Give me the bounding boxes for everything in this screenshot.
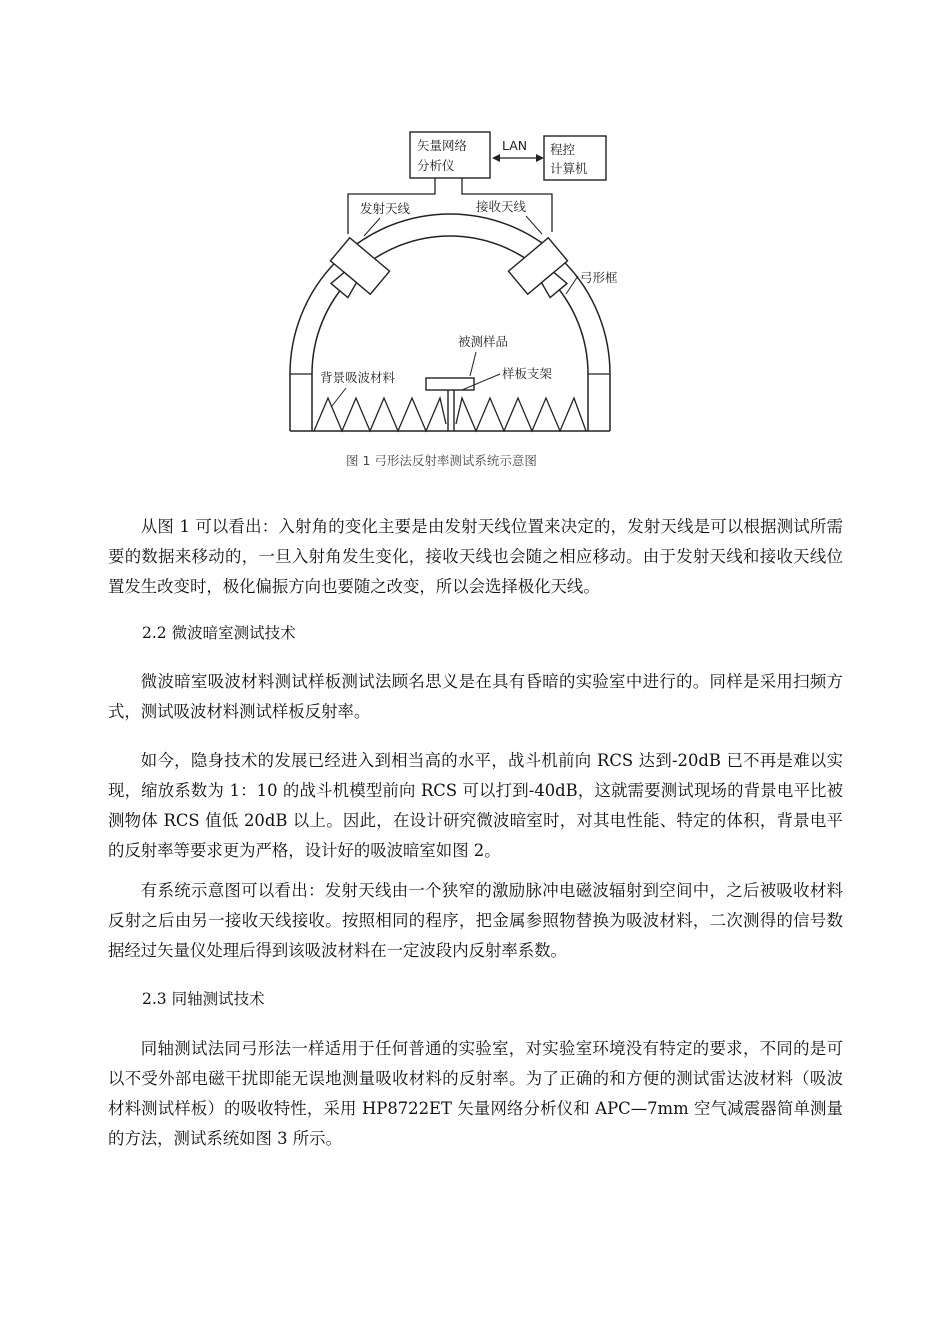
figure-1-arch-reflectivity-diagram [280,124,620,484]
pc-label-line2: 计算机 [550,161,588,176]
sample-label-pointer [470,352,476,376]
section-heading-2-2: 2.2 微波暗室测试技术 [142,624,296,642]
paragraph-5: 同轴测试法同弓形法一样适用于任何普通的实验室，对实验室环境没有特定的要求，不同的是可以不受外部电磁干扰即能无误地测量吸收材料的反射率。为了正确的和方便的测试雷达波材料（吸波材料测试样板）的吸收特性，采用 HP8722ET 矢量网络分析仪和 APC—7mm 空气减震器简单测量的方法，测试系统如图 3 所示。 [108,1039,843,1148]
arch-frame-label: 弓形框 [580,270,618,285]
holder-label: 样板支架 [502,366,553,381]
lan-label: LAN [502,138,528,153]
figure-1-svg [280,124,620,484]
vna-label-line1: 矢量网络 [417,138,468,153]
pc-label-line1: 程控 [550,142,576,157]
vna-label-line2: 分析仪 [417,158,455,173]
absorber-label: 背景吸波材料 [320,370,396,385]
sample-label: 被测样品 [458,334,509,349]
lan-arrow-right-icon [536,154,544,162]
figure-1-caption: 图 1 弓形法反射率测试系统示意图 [346,453,537,468]
tx-antenna [320,238,390,307]
paragraph-2: 微波暗室吸波材料测试样板测试法顾名思义是在具有昏暗的实验室中进行的。同样是采用扫频方式，测试吸波材料测试样板反射率。 [108,672,843,721]
rx-label-pointer [526,216,542,234]
arch-label-pointer [566,276,578,294]
lan-arrow-left-icon [492,154,500,162]
paragraph-1: 从图 1 可以看出：入射角的变化主要是由发射天线位置来决定的，发射天线是可以根据测试所需要的数据来移动的，一旦入射角发生变化，接收天线也会随之相应移动。由于发射天线和接收天线位置发生改变时，极化偏振方向也要随之改变，所以会选择极化天线。 [108,517,843,596]
rx-antenna-label: 接收天线 [476,199,527,214]
tx-label-pointer [364,218,380,236]
paragraph-3: 如今，隐身技术的发展已经进入到相当高的水平，战斗机前向 RCS 达到-20dB 已不再是难以实现，缩放系数为 1：10 的战斗机模型前向 RCS 可以打到-40dB，这就需要测试现场的背景电平比被测物体 RCS 值低 20dB 以上。因此，在设计研究微波暗室时，对其电性能、特定的体积，背景电平的反射率等要求更为严格，设计好的吸波暗室如图 2。 [108,751,843,860]
absorber-label-pointer [332,388,346,406]
section-heading-2-3: 2.3 同轴测试技术 [142,990,265,1008]
tx-antenna-label: 发射天线 [360,201,411,216]
absorber-cones-right [456,398,586,431]
rx-antenna [508,238,578,307]
paragraph-4: 有系统示意图可以看出：发射天线由一个狭窄的激励脉冲电磁波辐射到空间中，之后被吸收材料反射之后由另一接收天线接收。按照相同的程序，把金属参照物替换为吸波材料，二次测得的信号数据经过矢量仪处理后得到该吸波材料在一定波段内反射率系数。 [108,881,843,960]
